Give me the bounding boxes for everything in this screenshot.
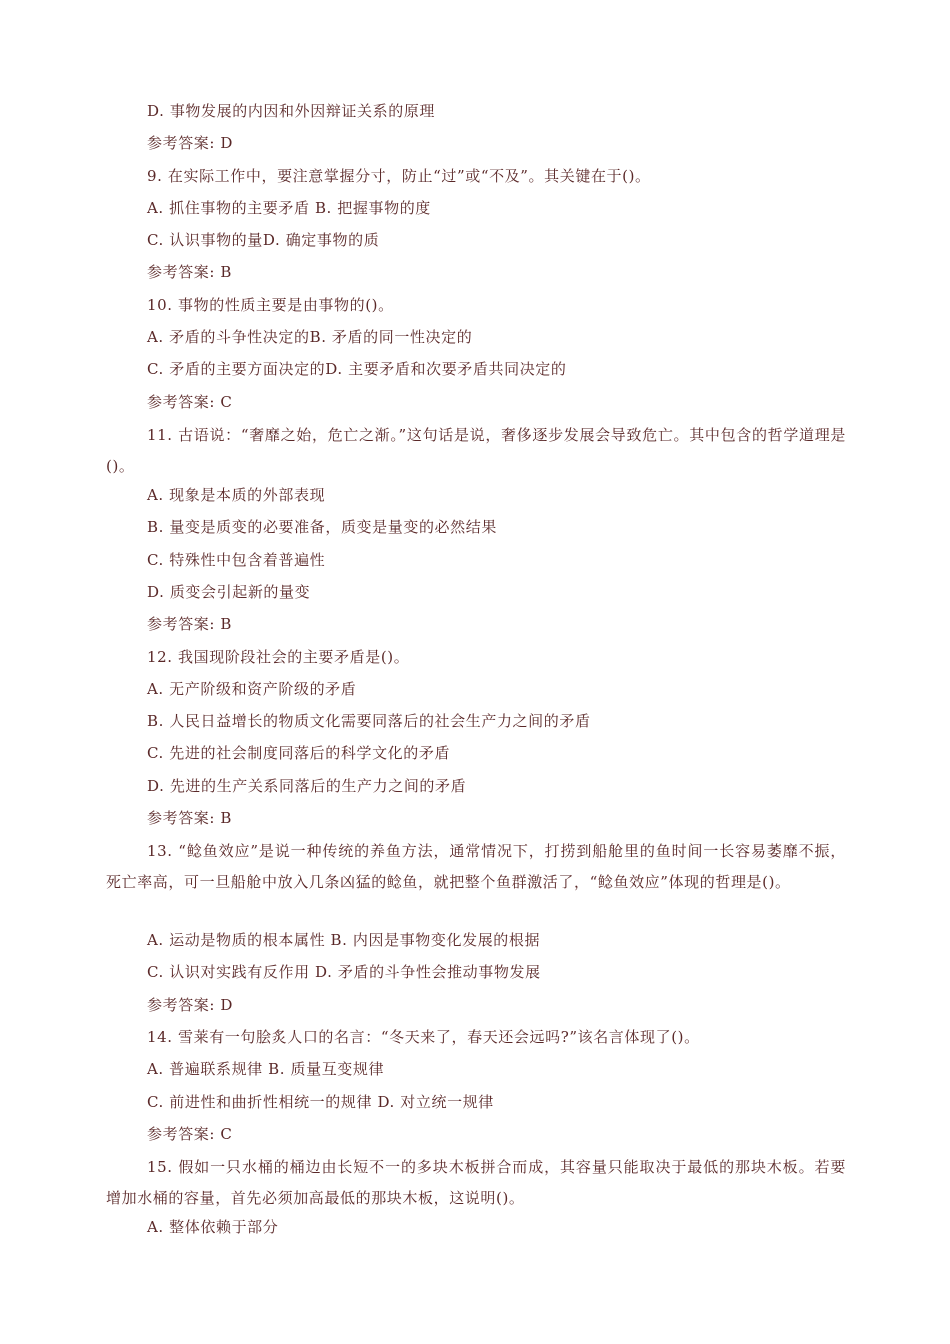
option-a: A. 无产阶级和资产阶级的矛盾: [147, 680, 357, 698]
question-13: 13. “鲶鱼效应”是说一种传统的养鱼方法，通常情况下，打捞到船舱里的鱼时间一长容易萎靡不振，死亡率高，可一旦船舱中放入几条凶猛的鲶鱼，就把整个鱼群激活了，“鲶鱼效应”体现的哲理是()。: [106, 842, 846, 891]
options-c-d: C. 认识事物的量D. 确定事物的质: [147, 231, 380, 249]
option-d: D. 质变会引起新的量变: [147, 583, 311, 601]
question-10: 10. 事物的性质主要是由事物的()。: [147, 296, 394, 314]
answer-line: 参考答案: C: [147, 393, 233, 411]
options-a-b: A. 普遍联系规律 B. 质量互变规律: [147, 1060, 385, 1078]
answer-line: 参考答案: D: [147, 996, 234, 1014]
option-a: A. 现象是本质的外部表现: [147, 486, 326, 504]
question-12: 12. 我国现阶段社会的主要矛盾是()。: [147, 648, 410, 666]
option-c: C. 先进的社会制度同落后的科学文化的矛盾: [147, 744, 451, 762]
question-11: 11. 古语说：“奢靡之始，危亡之渐。”这句话是说，奢侈逐步发展会导致危亡。其中包含的哲学道理是()。: [106, 426, 846, 475]
question-14: 14. 雪莱有一句脍炙人口的名言：“冬天来了，春天还会远吗?”该名言体现了()。: [147, 1028, 700, 1046]
answer-line: 参考答案: B: [147, 809, 233, 827]
option-c: C. 特殊性中包含着普遍性: [147, 551, 326, 569]
option-d: D. 先进的生产关系同落后的生产力之间的矛盾: [147, 777, 467, 795]
options-c-d: C. 前进性和曲折性相统一的规律 D. 对立统一规律: [147, 1093, 494, 1111]
option-b: B. 量变是质变的必要准备，质变是量变的必然结果: [147, 518, 497, 536]
options-a-b: A. 抓住事物的主要矛盾 B. 把握事物的度: [147, 199, 431, 217]
options-c-d: C. 认识对实践有反作用 D. 矛盾的斗争性会推动事物发展: [147, 963, 541, 981]
options-a-b: A. 运动是物质的根本属性 B. 内因是事物变化发展的根据: [147, 931, 541, 949]
option-a: A. 整体依赖于部分: [147, 1218, 279, 1236]
question-15: 15. 假如一只水桶的桶边由长短不一的多块木板拼合而成，其容量只能取决于最低的那块木板。若要增加水桶的容量，首先必须加高最低的那块木板，这说明()。: [106, 1158, 846, 1207]
question-9: 9. 在实际工作中，要注意掌握分寸，防止“过”或“不及”。其关键在于()。: [147, 167, 651, 185]
option-b: B. 人民日益增长的物质文化需要同落后的社会生产力之间的矛盾: [147, 712, 591, 730]
answer-line: 参考答案: C: [147, 1125, 233, 1143]
answer-line: 参考答案: D: [147, 134, 234, 152]
option-d: D. 事物发展的内因和外因辩证关系的原理: [147, 102, 436, 120]
answer-line: 参考答案: B: [147, 615, 233, 633]
options-c-d: C. 矛盾的主要方面决定的D. 主要矛盾和次要矛盾共同决定的: [147, 360, 567, 378]
options-a-b: A. 矛盾的斗争性决定的B. 矛盾的同一性决定的: [147, 328, 473, 346]
answer-line: 参考答案: B: [147, 263, 233, 281]
